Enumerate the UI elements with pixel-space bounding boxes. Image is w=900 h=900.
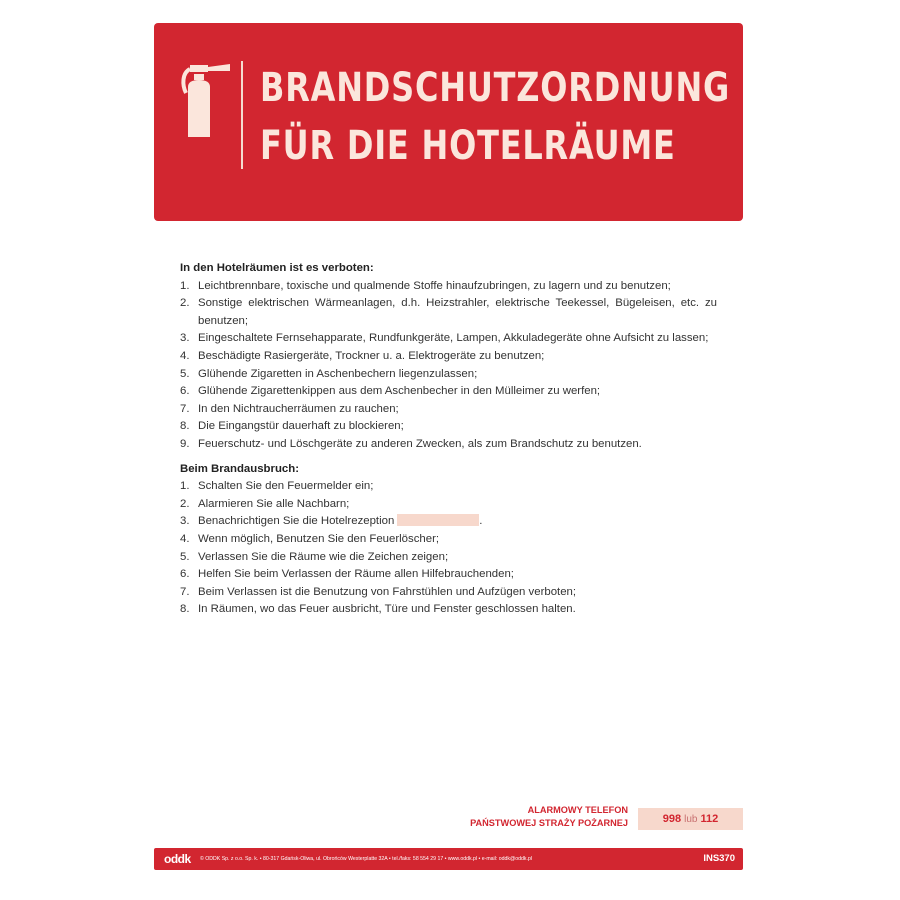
item-number: 4. (180, 349, 190, 362)
item-text: Leichtbrennbare, toxische und qualmende Stoffe hinaufzubringen, zu lagern und zu benutzen; (198, 279, 671, 292)
item-number: 3. (180, 332, 190, 345)
list-item (180, 366, 717, 384)
item-number: 1. (180, 279, 190, 292)
emergency-number-box (638, 808, 743, 830)
list-item (180, 330, 717, 348)
page-title (260, 59, 730, 175)
item-text: Beschädigte Rasiergeräte, Trockner u. a. Elektrogeräte zu benutzen; (198, 349, 545, 362)
section-prohibited-title: In den Hotelräumen ist es verboten: (180, 262, 374, 274)
list-item (180, 401, 717, 419)
item-text: Wenn möglich, Benutzen Sie den Feuerlöscher; (198, 532, 440, 545)
item-number: 7. (180, 585, 190, 598)
item-text: Helfen Sie beim Verlassen der Räume allen Hilfebrauchenden; (198, 568, 514, 581)
product-code: INS370 (703, 853, 735, 864)
oddk-logo: oddk (164, 852, 191, 866)
item-suffix: . (479, 515, 483, 528)
alarm-label-line-2: PAŃSTWOWEJ STRAŻY POŻARNEJ (470, 818, 628, 828)
list-item (180, 584, 717, 602)
item-number: 8. (180, 420, 190, 433)
list-item (180, 566, 717, 584)
list-item (180, 496, 717, 514)
list-item (180, 418, 717, 436)
emergency-number-or: lub (684, 814, 698, 825)
emergency-number-2: 112 (700, 813, 719, 825)
item-number: 6. (180, 568, 190, 581)
item-number: 2. (180, 497, 190, 510)
item-text: Alarmieren Sie alle Nachbarn; (198, 497, 350, 510)
section-fire-title: Beim Brandausbruch: (180, 462, 299, 475)
title-line-1: BRANDSCHUTZORDNUNG (260, 65, 731, 111)
item-number: 6. (180, 385, 190, 398)
item-number: 5. (180, 550, 190, 563)
alarm-label-line-1: ALARMOWY TELEFON (527, 805, 628, 815)
list-item (180, 295, 717, 330)
list-item (180, 278, 717, 296)
item-number: 2. (180, 297, 190, 310)
list-item (180, 549, 717, 567)
prohibited-list (180, 278, 717, 454)
alarm-phone-label (470, 804, 628, 830)
item-text: Sonstige elektrischen Wärmeanlagen, d.h. Heizstrahler, elektrische Teekessel, Bügeleisen, etc. zu benutzen; (198, 297, 717, 327)
footer-contact-text: © ODDK Sp. z o.o. Sp. k. • 80-317 Gdańsk-Oliwa, ul. Obrońców Westerplatte 32A • tel./faks: 58 554 29 17 • www.oddk.pl • e-mail: oddk@oddk.pl (200, 856, 532, 862)
item-number: 7. (180, 402, 190, 415)
item-text: Benachrichtigen Sie die Hotelrezeption (198, 515, 395, 528)
reception-number-field (397, 514, 479, 526)
footer-bar (154, 848, 743, 870)
rules-content (180, 260, 717, 619)
item-text: Die Eingangstür dauerhaft zu blockieren; (198, 420, 404, 433)
item-text: Schalten Sie den Feuermelder ein; (198, 480, 374, 493)
item-number: 4. (180, 532, 190, 545)
header-divider (241, 61, 243, 169)
item-text: In den Nichtraucherräumen zu rauchen; (198, 402, 399, 415)
item-text: Beim Verlassen ist die Benutzung von Fahrstühlen und Aufzügen verboten; (198, 585, 577, 598)
item-number: 5. (180, 367, 190, 380)
item-text: Glühende Zigaretten in Aschenbechern liegenzulassen; (198, 367, 478, 380)
fire-procedure-list (180, 478, 717, 619)
item-number: 9. (180, 437, 190, 450)
list-item (180, 436, 717, 454)
item-number: 3. (180, 515, 190, 528)
item-text: Eingeschaltete Fernsehapparate, Rundfunkgeräte, Lampen, Akkuladegeräte ohne Aufsicht zu lassen; (198, 332, 709, 345)
list-item (180, 513, 717, 531)
item-number: 8. (180, 603, 190, 616)
item-text: In Räumen, wo das Feuer ausbricht, Türe und Fenster geschlossen halten. (198, 603, 576, 616)
title-line-2: FÜR DIE HOTELRÄUME (260, 123, 676, 169)
emergency-number-1: 998 (662, 813, 682, 825)
list-item (180, 531, 717, 549)
item-text: Feuerschutz- und Löschgeräte zu anderen Zwecken, als zum Brandschutz zu benutzen. (198, 437, 642, 450)
list-item (180, 478, 717, 496)
item-text: Glühende Zigarettenkippen aus dem Aschenbecher in den Mülleimer zu werfen; (198, 385, 601, 398)
item-number: 1. (180, 480, 190, 493)
header-banner (154, 23, 743, 221)
list-item (180, 601, 717, 619)
item-text: Verlassen Sie die Räume wie die Zeichen zeigen; (198, 550, 449, 563)
fire-extinguisher-icon (180, 63, 234, 139)
list-item (180, 348, 717, 366)
list-item (180, 383, 717, 401)
